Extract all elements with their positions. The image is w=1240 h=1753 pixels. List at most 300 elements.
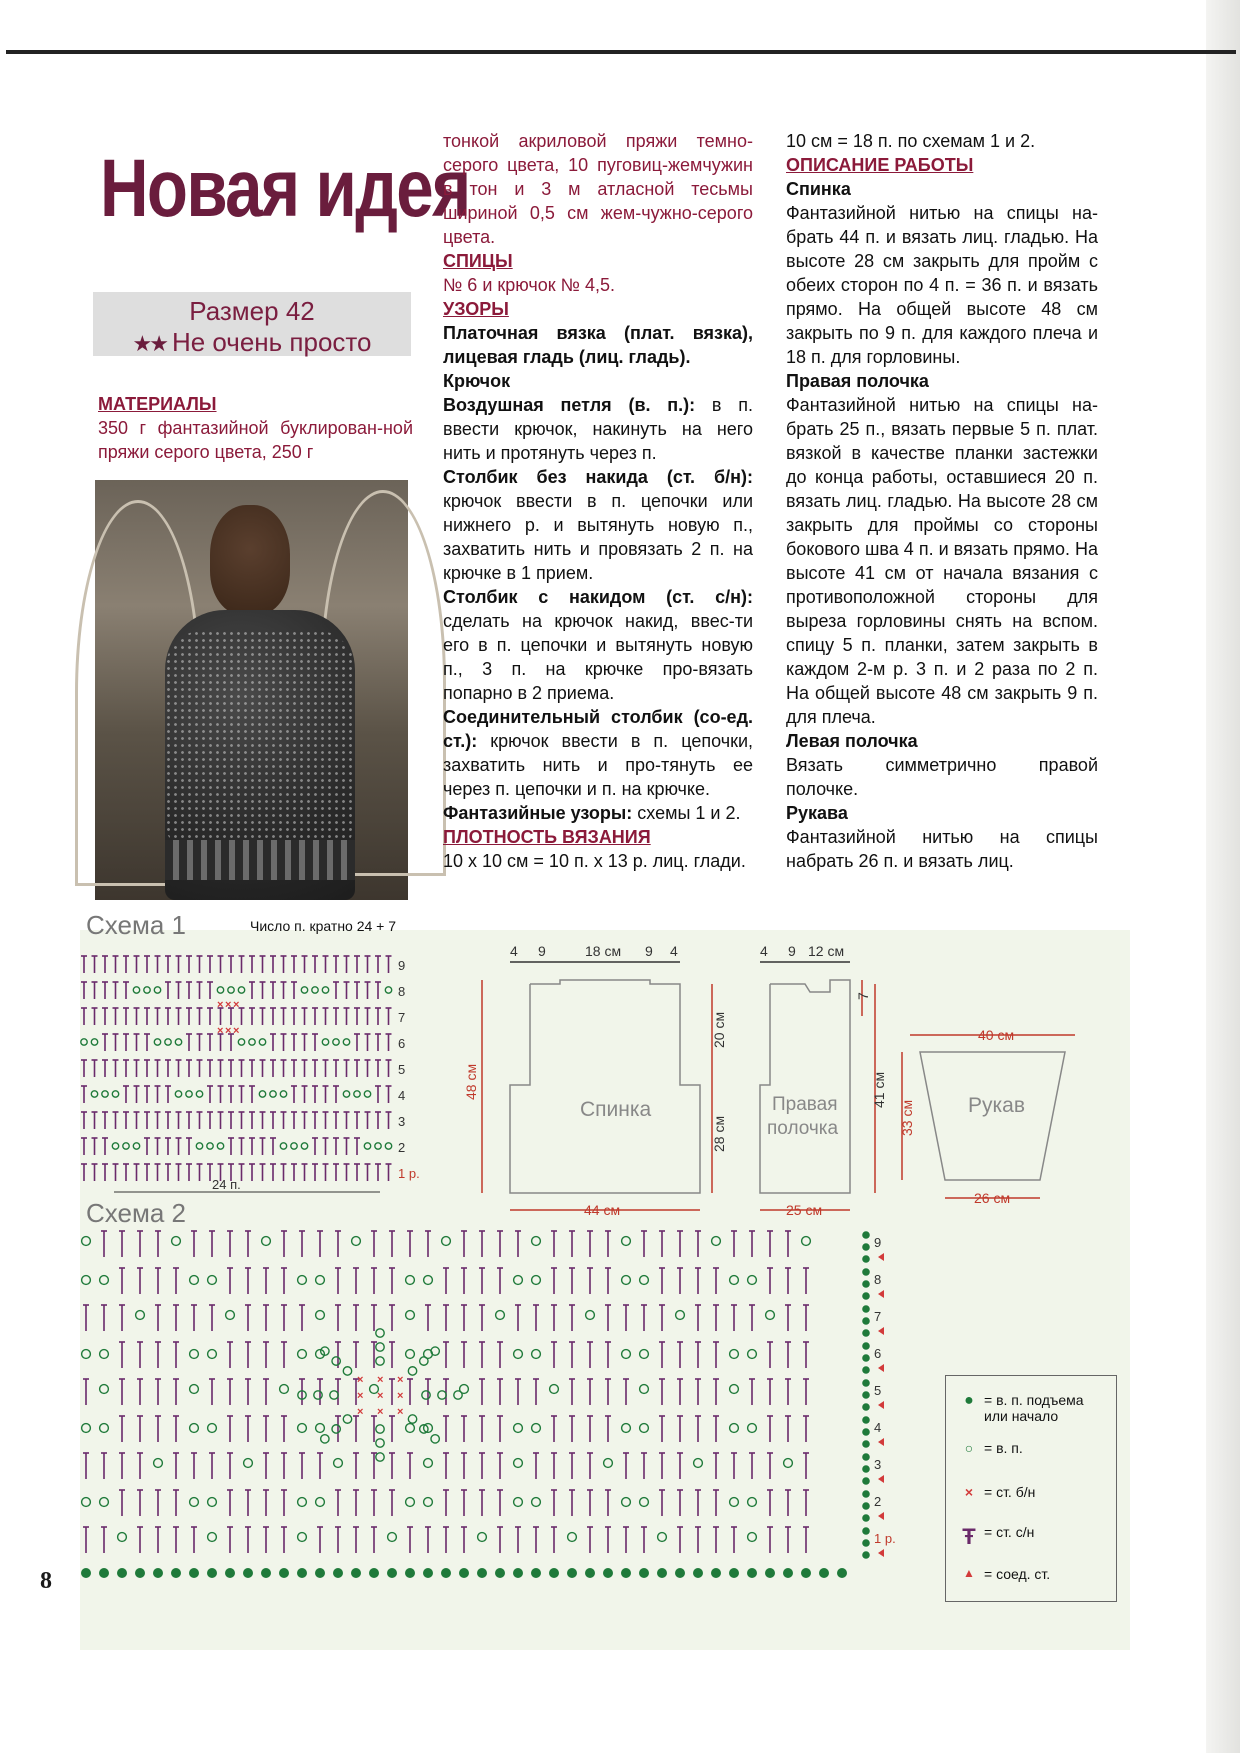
chain-stitch	[259, 1039, 265, 1045]
materials-continued: тонкой акриловой пряжи темно-серого цвета, 10 пуговиц-жемчужин в тон и 3 м атласной тесьмы шириной 0,5 см жем-чужно-серого цвета.	[443, 131, 753, 247]
chain-stitch	[748, 1533, 757, 1542]
chain-stitch	[622, 1424, 631, 1433]
schema2-row-number: 8	[874, 1272, 882, 1287]
start-chain	[603, 1568, 613, 1578]
slip-stitch-mark	[878, 1253, 884, 1261]
start-chain	[333, 1568, 343, 1578]
photo-boucle-texture	[165, 630, 355, 860]
chain-stitch	[207, 1143, 213, 1149]
chain-stitch	[514, 1276, 523, 1285]
garment-patterns	[463, 940, 1130, 1230]
chain-stitch	[316, 1498, 325, 1507]
chain-stitch	[91, 1039, 97, 1045]
filled-dot-icon: ●	[964, 1392, 974, 1409]
chain-stitch	[784, 1459, 793, 1468]
front-top-1: 4	[760, 943, 768, 959]
chain-stitch	[208, 1498, 217, 1507]
start-chain	[862, 1268, 870, 1276]
right-front-text: Фантазийной нитью на спицы на-брать 25 п., вязать первые 5 п. плат. вязкой в качестве планки застежки до конца работы, оставшиеся 20 п. вязать лиц. гладью. На высоте 28 см закрыть для проймы со стороны бокового шва 4 п. и вязать прямо. На высоте 41 см от начала вязания с противоположной стороны для выреза горловины снять на вспом. спицу 5 п. планки, затем закрыть в каждом 2-м р. 3 п. и 2 раза по 2 п. На общей высоте 48 см закрыть 9 п. для плеча.	[786, 395, 1098, 727]
start-chain	[862, 1416, 870, 1424]
legend-row-slip-stitch: ▲ = соед. ст.	[958, 1566, 1050, 1582]
chain-stitch	[332, 1425, 340, 1433]
chain-stitch	[376, 1357, 384, 1365]
start-chain	[225, 1568, 235, 1578]
chain-stitch	[640, 1350, 649, 1359]
start-chain	[99, 1568, 109, 1578]
chain-stitch	[604, 1459, 613, 1468]
start-chain	[765, 1568, 775, 1578]
patterns-text: Платочная вязка (плат. вязка), лицевая гладь (лиц. гладь).	[443, 323, 753, 367]
start-chain	[862, 1440, 870, 1448]
schema2-row-number: 5	[874, 1383, 882, 1398]
chain-stitch	[640, 1424, 649, 1433]
chain-stitch	[81, 1039, 87, 1045]
chain-stitch	[622, 1237, 631, 1246]
chain-stitch	[343, 1091, 349, 1097]
start-chain	[783, 1568, 793, 1578]
start-chain	[405, 1568, 415, 1578]
chain-stitch	[208, 1533, 217, 1542]
chain-stitch	[334, 1459, 343, 1468]
chain-stitch	[316, 1276, 325, 1285]
chain-stitch	[514, 1498, 523, 1507]
chain-stitch	[208, 1424, 217, 1433]
back-height-20-label: 20 см	[711, 1011, 727, 1048]
column-2	[443, 129, 753, 873]
front-width-label: 25 см	[786, 1202, 823, 1218]
back-width-label: 44 см	[584, 1202, 621, 1218]
chain-stitch	[100, 1276, 109, 1285]
chain-stitch	[322, 1039, 328, 1045]
schema1-row-number: 3	[398, 1114, 406, 1129]
slip-stitch-mark	[878, 1438, 884, 1446]
start-chain	[862, 1391, 870, 1399]
size-label: Размер 42	[189, 296, 315, 326]
chain-stitch	[298, 1533, 307, 1542]
chain-stitch	[550, 1385, 559, 1394]
start-chain	[862, 1551, 870, 1559]
chain-stitch	[175, 1039, 181, 1045]
chain-stitch	[82, 1424, 91, 1433]
chain-stitch	[622, 1498, 631, 1507]
chain-stitch	[172, 1237, 181, 1246]
chain-stitch	[406, 1276, 415, 1285]
chain-stitch	[316, 1311, 325, 1320]
chain-stitch	[748, 1498, 757, 1507]
chain-stitch	[238, 987, 244, 993]
front-top-3: 12 см	[808, 943, 845, 959]
chain-stitch	[298, 1498, 307, 1507]
start-chain	[549, 1568, 559, 1578]
legend-row-double-crochet: Ŧ = ст. с/н	[958, 1524, 1034, 1550]
chain-stitch	[321, 1435, 329, 1443]
chain-stitch	[312, 987, 318, 993]
chain-stitch	[217, 1143, 223, 1149]
chain-stitch	[118, 1533, 127, 1542]
chain-stitch	[568, 1533, 577, 1542]
chain-stitch	[532, 1498, 541, 1507]
chain-stitch	[280, 1385, 289, 1394]
chain-stitch	[514, 1424, 523, 1433]
crochet-heading: Крючок	[443, 371, 511, 391]
start-chain	[801, 1568, 811, 1578]
chain-stitch	[123, 1143, 129, 1149]
left-front-heading: Левая полочка	[786, 731, 918, 751]
sc-stitch: ×	[377, 1406, 384, 1418]
chain-stitch	[640, 1385, 649, 1394]
schema2-chart	[80, 1225, 940, 1605]
chain-stitch	[514, 1350, 523, 1359]
size-box	[93, 292, 411, 356]
chain-stitch	[420, 1357, 428, 1365]
chain-stitch	[748, 1350, 757, 1359]
chain-stitch	[301, 987, 307, 993]
start-chain	[862, 1342, 870, 1350]
legend-row-single-crochet: × = ст. б/н	[958, 1484, 1035, 1500]
chain-stitch	[730, 1385, 739, 1394]
legend-row-start-chain: ● = в. п. подъема или начало	[958, 1392, 1084, 1424]
chain-stitch	[343, 1367, 351, 1375]
chain-stitch	[622, 1350, 631, 1359]
chain-stitch	[422, 1391, 430, 1399]
start-chain	[862, 1465, 870, 1473]
start-chain	[369, 1568, 379, 1578]
chain-stitch	[291, 1143, 297, 1149]
start-chain	[315, 1568, 325, 1578]
start-chain	[297, 1568, 307, 1578]
slip-stitch-mark	[878, 1512, 884, 1520]
chain-stitch	[532, 1424, 541, 1433]
start-chain	[862, 1379, 870, 1387]
chain-stitch	[190, 1276, 199, 1285]
needles-text: № 6 и крючок № 4,5.	[443, 275, 615, 295]
chain-stitch	[259, 1091, 265, 1097]
start-chain	[675, 1568, 685, 1578]
slip-stitch-text: Соединительный столбик (со-ед. ст.): крючок ввести в п. цепочки, захватить нить и про-тянуть ее через п. цепочки и п. на крючке.	[443, 707, 753, 799]
chain-stitch	[408, 1415, 416, 1423]
start-chain	[747, 1568, 757, 1578]
difficulty-line	[93, 327, 411, 358]
chain-stitch	[190, 1424, 199, 1433]
chain-stitch	[532, 1276, 541, 1285]
back-outline	[510, 980, 700, 1193]
start-chain	[189, 1568, 199, 1578]
sleeve-width-label: 26 см	[974, 1190, 1011, 1206]
chain-stitch	[112, 1091, 118, 1097]
back-height-28-label: 28 см	[711, 1115, 727, 1152]
schema1-note: Число п. кратно 24 + 7	[250, 918, 397, 934]
chain-stitch	[316, 1424, 325, 1433]
chain-stitch	[228, 987, 234, 993]
chain-stitch	[102, 1091, 108, 1097]
start-chain	[862, 1317, 870, 1325]
chain-stitch	[144, 987, 150, 993]
slip-stitch-mark	[878, 1475, 884, 1483]
start-chain	[693, 1568, 703, 1578]
schema2-row-number: 2	[874, 1494, 882, 1509]
front-label-1: Правая	[772, 1094, 838, 1115]
chain-stitch	[82, 1350, 91, 1359]
chain-stitch	[190, 1385, 199, 1394]
front-label-2: полочка	[767, 1118, 839, 1139]
start-chain	[862, 1231, 870, 1239]
start-chain	[585, 1568, 595, 1578]
sc-stitch: ×	[233, 999, 240, 1011]
chain-stitch	[424, 1498, 433, 1507]
sc-stitch: ×	[357, 1390, 364, 1402]
chain-stitch-text: Воздушная петля (в. п.): в п. ввести крючок, накинуть на него нить и протянуть через п.	[443, 395, 754, 463]
chain-stitch	[82, 1498, 91, 1507]
chain-stitch	[730, 1498, 739, 1507]
chain-stitch	[424, 1459, 433, 1468]
chain-stitch	[175, 1091, 181, 1097]
start-chain	[279, 1568, 289, 1578]
sc-stitch: ×	[397, 1406, 404, 1418]
work-description-heading: ОПИСАНИЕ РАБОТЫ	[786, 155, 974, 175]
start-chain	[513, 1568, 523, 1578]
chain-stitch	[100, 1424, 109, 1433]
column-1	[98, 392, 413, 464]
sc-stitch: ×	[377, 1374, 384, 1386]
front-height-41-label: 41 см	[871, 1071, 887, 1108]
chain-stitch	[364, 1143, 370, 1149]
start-chain	[862, 1539, 870, 1547]
chain-stitch	[694, 1459, 703, 1468]
double-crochet-icon: Ŧ	[962, 1524, 976, 1549]
chain-stitch	[376, 1329, 384, 1337]
schema2-label: Схема 2	[86, 1198, 186, 1228]
double-crochet-text: Столбик с накидом (ст. с/н): сделать на крючок накид, ввес-ти его в п. цепочки и вытянуть новую п., 3 п. на крючке про-вязать попарно в 2 приема.	[443, 587, 753, 703]
schema2-row-number: 7	[874, 1309, 882, 1324]
chain-stitch	[343, 1415, 351, 1423]
schema1-row-number: 2	[398, 1140, 406, 1155]
sleeves-text: Фантазийной нитью на спицы набрать 26 п. и вязать лиц.	[786, 827, 1098, 871]
difficulty-stars-icon: ★★	[132, 331, 166, 356]
chain-stitch	[82, 1237, 91, 1246]
sc-stitch: ×	[377, 1390, 384, 1402]
sc-stitch: ×	[357, 1374, 364, 1386]
sc-stitch: ×	[357, 1406, 364, 1418]
fancy-patterns-text: Фантазийные узоры: схемы 1 и 2.	[443, 803, 741, 823]
sc-stitch: ×	[397, 1374, 404, 1386]
back-top-1: 4	[510, 943, 518, 959]
slip-stitch-mark	[878, 1290, 884, 1298]
chain-stitch	[333, 1039, 339, 1045]
chain-stitch	[280, 1091, 286, 1097]
start-chain	[837, 1568, 847, 1578]
start-chain	[862, 1305, 870, 1313]
chain-stitch	[406, 1498, 415, 1507]
chain-stitch	[388, 1533, 397, 1542]
page-spine-shadow	[1206, 0, 1240, 1753]
gauge-text: 10 х 10 см = 10 п. х 13 р. лиц. глади.	[443, 851, 746, 871]
start-chain	[639, 1568, 649, 1578]
start-chain	[862, 1255, 870, 1263]
slip-stitch-mark	[878, 1549, 884, 1557]
start-chain	[862, 1477, 870, 1485]
start-chain	[423, 1568, 433, 1578]
slip-stitch-mark	[878, 1327, 884, 1335]
chain-stitch	[376, 1453, 384, 1461]
chain-stitch	[730, 1350, 739, 1359]
start-chain	[711, 1568, 721, 1578]
patterns-heading: УЗОРЫ	[443, 299, 509, 319]
start-chain	[862, 1490, 870, 1498]
chain-stitch	[262, 1237, 271, 1246]
start-chain	[862, 1428, 870, 1436]
back-top-3: 18 см	[585, 943, 622, 959]
start-chain	[862, 1403, 870, 1411]
chain-stitch	[217, 987, 223, 993]
chain-stitch	[364, 1091, 370, 1097]
chain-stitch	[375, 1143, 381, 1149]
chain-stitch	[280, 1143, 286, 1149]
chain-stitch	[196, 1143, 202, 1149]
chain-stitch	[802, 1237, 811, 1246]
schema1-repeat-label: 24 п.	[212, 1177, 241, 1192]
back-label: Спинка	[580, 1098, 652, 1121]
chain-stitch	[496, 1311, 505, 1320]
chain-stitch	[354, 1091, 360, 1097]
start-chain	[117, 1568, 127, 1578]
materials-heading: МАТЕРИАЛЫ	[98, 394, 217, 414]
materials-text: 350 г фантазийной буклирован-ной пряжи серого цвета, 250 г	[98, 418, 413, 462]
chain-stitch	[298, 1350, 307, 1359]
chain-stitch	[532, 1350, 541, 1359]
start-chain	[862, 1453, 870, 1461]
back-top-5: 4	[670, 943, 678, 959]
difficulty-label: Не очень просто	[171, 327, 372, 357]
chart-legend	[945, 1375, 1117, 1602]
start-chain	[862, 1527, 870, 1535]
right-front-heading: Правая полочка	[786, 371, 929, 391]
start-chain	[862, 1280, 870, 1288]
chain-stitch	[112, 1143, 118, 1149]
page-number: 8	[40, 1568, 52, 1594]
chain-stitch	[478, 1533, 487, 1542]
start-chain	[819, 1568, 829, 1578]
chain-stitch	[438, 1391, 446, 1399]
sleeves-heading: Рукава	[786, 803, 848, 823]
schema1-row-number: 5	[398, 1062, 406, 1077]
front-neck-7-label: 7	[855, 992, 871, 1000]
start-chain	[495, 1568, 505, 1578]
start-chain	[351, 1568, 361, 1578]
chain-stitch	[622, 1276, 631, 1285]
schema1-row-number: 1 р.	[398, 1166, 420, 1181]
schema1-row-number: 7	[398, 1010, 406, 1025]
chain-stitch	[640, 1498, 649, 1507]
gauge-heading: ПЛОТНОСТЬ ВЯЗАНИЯ	[443, 827, 651, 847]
chain-stitch	[532, 1237, 541, 1246]
chain-stitch	[352, 1237, 361, 1246]
start-chain	[441, 1568, 451, 1578]
chain-stitch	[431, 1435, 439, 1443]
schema1-chart	[80, 940, 460, 1200]
chain-stitch	[454, 1391, 462, 1399]
slip-stitch-mark	[878, 1364, 884, 1372]
start-chain	[387, 1568, 397, 1578]
chain-stitch	[100, 1350, 109, 1359]
chain-stitch	[100, 1498, 109, 1507]
chain-stitch	[136, 1311, 145, 1320]
slip-stitch-mark	[878, 1401, 884, 1409]
chain-stitch	[249, 1039, 255, 1045]
chain-stitch	[406, 1350, 415, 1359]
chain-stitch	[208, 1350, 217, 1359]
back-top-4: 9	[645, 943, 653, 959]
chain-stitch	[640, 1276, 649, 1285]
back-height-48-label: 48 см	[463, 1063, 479, 1100]
start-chain	[862, 1243, 870, 1251]
chain-stitch	[748, 1424, 757, 1433]
sleeve-label: Рукав	[968, 1094, 1025, 1117]
start-chain	[261, 1568, 271, 1578]
single-crochet-text: Столбик без накида (ст. б/н): крючок ввести в п. цепочки или нижнего р. и вытянуть новую п., захватить нить и провязать 2 п. на крючке в 1 прием.	[443, 467, 753, 583]
start-chain	[862, 1502, 870, 1510]
chain-stitch	[586, 1311, 595, 1320]
sc-stitch: ×	[217, 999, 224, 1011]
chain-stitch	[100, 1385, 109, 1394]
schema2-row-number: 6	[874, 1346, 882, 1361]
chain-stitch	[730, 1276, 739, 1285]
sc-stitch: ×	[217, 1025, 224, 1037]
chain-stitch	[196, 1091, 202, 1097]
chain-stitch	[343, 1039, 349, 1045]
chain-stitch	[424, 1276, 433, 1285]
chain-stitch	[244, 1459, 253, 1468]
start-chain	[657, 1568, 667, 1578]
chain-stitch	[385, 987, 391, 993]
page-title: Новая идея	[100, 143, 470, 234]
chain-stitch	[133, 1143, 139, 1149]
chain-stitch	[406, 1424, 415, 1433]
start-chain	[135, 1568, 145, 1578]
sc-stitch: ×	[225, 1025, 232, 1037]
start-chain	[243, 1568, 253, 1578]
chain-stitch	[154, 1459, 163, 1468]
chain-stitch	[376, 1425, 384, 1433]
chain-stitch	[154, 987, 160, 993]
top-rule	[6, 50, 1236, 54]
start-chain	[81, 1568, 91, 1578]
chain-stitch	[408, 1367, 416, 1375]
needles-heading: СПИЦЫ	[443, 251, 513, 271]
start-chain	[207, 1568, 217, 1578]
chain-stitch	[376, 1439, 384, 1447]
start-chain	[862, 1354, 870, 1362]
chain-stitch	[301, 1143, 307, 1149]
chain-stitch	[226, 1311, 235, 1320]
chain-stitch	[376, 1343, 384, 1351]
chain-stitch	[676, 1311, 685, 1320]
chain-stitch	[270, 1091, 276, 1097]
back-top-2: 9	[538, 943, 546, 959]
open-circle-icon: ○	[964, 1440, 974, 1456]
start-chain	[567, 1568, 577, 1578]
chain-stitch	[208, 1276, 217, 1285]
schema2-row-number: 9	[874, 1235, 882, 1250]
chain-stitch	[730, 1424, 739, 1433]
chain-stitch	[190, 1350, 199, 1359]
gauge-continued: 10 см = 18 п. по схемам 1 и 2.	[786, 131, 1036, 151]
cross-icon: ×	[964, 1484, 974, 1500]
start-chain	[862, 1514, 870, 1522]
front-outline	[760, 980, 850, 1193]
chain-stitch	[748, 1276, 757, 1285]
column-3	[786, 129, 1098, 873]
photo-head	[210, 505, 290, 615]
